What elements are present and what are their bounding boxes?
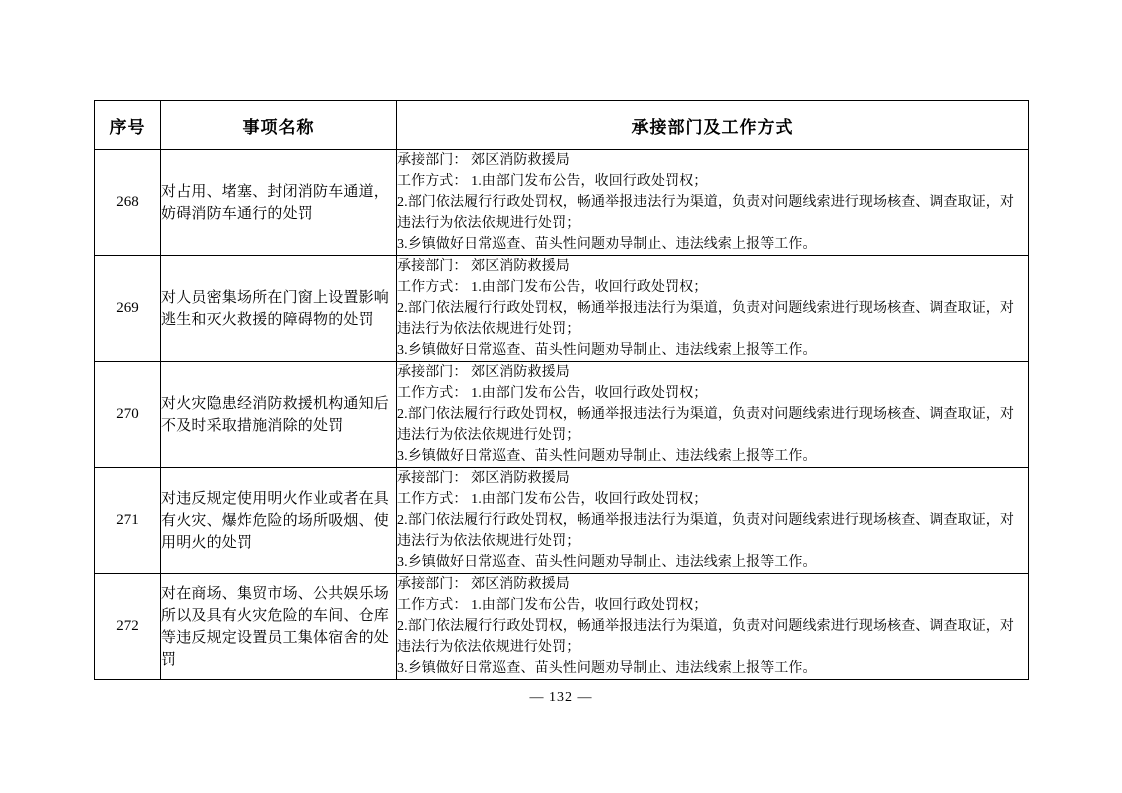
dept-line-method-2: 2.部门依法履行行政处罚权，畅通举报违法行为渠道，负责对问题线索进行现场核查、调查取证，对违法行为依法依规进行处罚； — [397, 195, 1014, 231]
row-name: 对占用、堵塞、封闭消防车通道，妨碍消防车通行的处罚 — [161, 150, 397, 256]
row-dept — [397, 468, 1029, 574]
table-row — [95, 150, 1029, 256]
dept-line-method-2: 2.部门依法履行行政处罚权，畅通举报违法行为渠道，负责对问题线索进行现场核查、调查取证，对违法行为依法依规进行处罚； — [397, 619, 1014, 655]
column-header-seq: 序号 — [95, 101, 161, 150]
column-header-name: 事项名称 — [161, 101, 397, 150]
row-name: 对人员密集场所在门窗上设置影响逃生和灭火救援的障碍物的处罚 — [161, 256, 397, 362]
row-seq: 272 — [95, 574, 161, 680]
row-dept — [397, 362, 1029, 468]
row-seq: 271 — [95, 468, 161, 574]
table-row — [95, 256, 1029, 362]
row-seq: 269 — [95, 256, 161, 362]
row-dept — [397, 574, 1029, 680]
dept-line-method-1: 工作方式： 1.由部门发布公告，收回行政处罚权； — [397, 280, 708, 295]
dept-line-accept: 承接部门： 郊区消防救援局 — [397, 259, 570, 274]
row-name: 对违反规定使用明火作业或者在具有火灾、爆炸危险的场所吸烟、使用明火的处罚 — [161, 468, 397, 574]
row-seq: 270 — [95, 362, 161, 468]
dept-line-method-2: 2.部门依法履行行政处罚权，畅通举报违法行为渠道，负责对问题线索进行现场核查、调查取证，对违法行为依法依规进行处罚； — [397, 301, 1014, 337]
dept-line-method-1: 工作方式： 1.由部门发布公告，收回行政处罚权； — [397, 598, 708, 613]
dept-line-method-2: 2.部门依法履行行政处罚权，畅通举报违法行为渠道，负责对问题线索进行现场核查、调查取证，对违法行为依法依规进行处罚； — [397, 513, 1014, 549]
row-dept — [397, 256, 1029, 362]
dept-line-method-3: 3.乡镇做好日常巡查、苗头性问题劝导制止、违法线索上报等工作。 — [397, 237, 817, 252]
dept-line-accept: 承接部门： 郊区消防救援局 — [397, 471, 570, 486]
table-row — [95, 468, 1029, 574]
dept-line-method-1: 工作方式： 1.由部门发布公告，收回行政处罚权； — [397, 492, 708, 507]
row-seq: 268 — [95, 150, 161, 256]
dept-line-accept: 承接部门： 郊区消防救援局 — [397, 365, 570, 380]
row-dept — [397, 150, 1029, 256]
table-row — [95, 362, 1029, 468]
table-header-row — [95, 101, 1029, 150]
dept-line-accept: 承接部门： 郊区消防救援局 — [397, 577, 570, 592]
dept-line-method-1: 工作方式： 1.由部门发布公告，收回行政处罚权； — [397, 386, 708, 401]
dept-line-method-3: 3.乡镇做好日常巡查、苗头性问题劝导制止、违法线索上报等工作。 — [397, 449, 817, 464]
page-number: — 132 — — [529, 690, 593, 705]
table-row — [95, 574, 1029, 680]
row-name: 对在商场、集贸市场、公共娱乐场所以及具有火灾危险的车间、仓库等违反规定设置员工集体宿舍的处罚 — [161, 574, 397, 680]
dept-line-method-3: 3.乡镇做好日常巡查、苗头性问题劝导制止、违法线索上报等工作。 — [397, 661, 817, 676]
dept-line-method-3: 3.乡镇做好日常巡查、苗头性问题劝导制止、违法线索上报等工作。 — [397, 343, 817, 358]
column-header-dept: 承接部门及工作方式 — [397, 101, 1029, 150]
items-table — [94, 100, 1029, 680]
dept-line-method-3: 3.乡镇做好日常巡查、苗头性问题劝导制止、违法线索上报等工作。 — [397, 555, 817, 570]
dept-line-method-2: 2.部门依法履行行政处罚权，畅通举报违法行为渠道，负责对问题线索进行现场核查、调查取证，对违法行为依法依规进行处罚； — [397, 407, 1014, 443]
dept-line-accept: 承接部门： 郊区消防救援局 — [397, 153, 570, 168]
row-name: 对火灾隐患经消防救援机构通知后不及时采取措施消除的处罚 — [161, 362, 397, 468]
dept-line-method-1: 工作方式： 1.由部门发布公告，收回行政处罚权； — [397, 174, 708, 189]
